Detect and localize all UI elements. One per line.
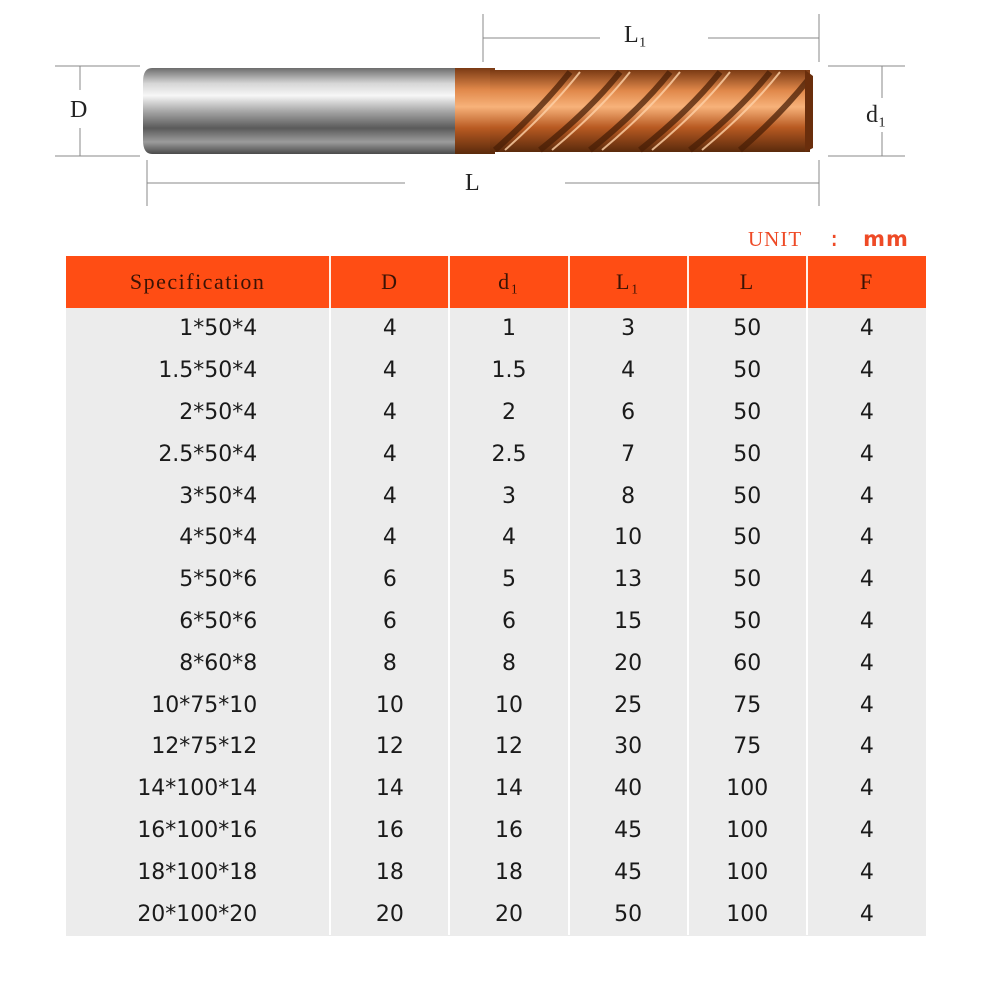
table-row	[66, 350, 926, 392]
cell-L: 50	[688, 392, 807, 434]
cell-D: 12	[330, 726, 449, 768]
cell-L1: 50	[569, 893, 688, 935]
header-D: D	[330, 256, 449, 308]
cell-specification: 2.5*50*4	[66, 433, 330, 475]
cell-specification: 6*50*6	[66, 601, 330, 643]
table-row	[66, 517, 926, 559]
cell-D: 4	[330, 475, 449, 517]
cell-D: 6	[330, 559, 449, 601]
label-L1: L₁	[624, 22, 648, 48]
cell-specification: 4*50*4	[66, 517, 330, 559]
cell-specification: 12*75*12	[66, 726, 330, 768]
cell-L1: 45	[569, 851, 688, 893]
table-row	[66, 559, 926, 601]
cell-d1: 1	[449, 308, 568, 350]
label-d1: d₁	[866, 102, 887, 128]
cell-L: 50	[688, 517, 807, 559]
header-F: F	[807, 256, 926, 308]
table-row	[66, 893, 926, 935]
cell-D: 4	[330, 350, 449, 392]
cell-specification: 18*100*18	[66, 851, 330, 893]
cell-F: 4	[859, 441, 874, 467]
cell-L1: 40	[569, 768, 688, 810]
dimension-d1	[828, 66, 905, 156]
table-row	[66, 642, 926, 684]
table-row	[66, 308, 926, 350]
unit-value: mm	[863, 227, 909, 251]
cell-D: 16	[330, 810, 449, 852]
cell-specification: 10*75*10	[66, 684, 330, 726]
cell-L1: 25	[569, 684, 688, 726]
cell-F: 4	[859, 483, 874, 509]
cell-L: 50	[688, 350, 807, 392]
cell-L: 60	[688, 642, 807, 684]
cell-d1: 1.5	[449, 350, 568, 392]
cell-d1: 4	[449, 517, 568, 559]
cell-F: 4	[859, 776, 874, 802]
cell-D: 4	[330, 308, 449, 350]
cell-L1: 13	[569, 559, 688, 601]
cell-specification: 2*50*4	[66, 392, 330, 434]
cell-F: 4	[859, 692, 874, 718]
table-header-row	[66, 256, 926, 308]
cell-d1: 18	[449, 851, 568, 893]
cell-L1: 45	[569, 810, 688, 852]
dimension-L1	[483, 14, 819, 62]
table-row	[66, 726, 926, 768]
cell-specification: 1*50*4	[66, 308, 330, 350]
cell-L: 50	[688, 559, 807, 601]
cell-F: 4	[859, 901, 874, 927]
cell-D: 20	[330, 893, 449, 935]
unit-separator: :	[827, 227, 842, 251]
unit-label	[748, 227, 909, 252]
spec-table	[66, 256, 926, 935]
cell-L: 50	[688, 601, 807, 643]
cell-L1: 6	[569, 392, 688, 434]
cell-D: 14	[330, 768, 449, 810]
table-row	[66, 392, 926, 434]
cell-specification: 8*60*8	[66, 642, 330, 684]
cell-D: 6	[330, 601, 449, 643]
table-row	[66, 810, 926, 852]
cell-D: 8	[330, 642, 449, 684]
end-mill-diagram	[0, 0, 1000, 220]
cell-F: 4	[859, 399, 874, 425]
cell-L1: 4	[569, 350, 688, 392]
header-specification: Specification	[66, 256, 330, 308]
cell-D: 4	[330, 433, 449, 475]
cell-L: 75	[688, 726, 807, 768]
cell-D: 18	[330, 851, 449, 893]
cell-specification: 14*100*14	[66, 768, 330, 810]
cell-L: 100	[688, 810, 807, 852]
table-row	[66, 768, 926, 810]
cell-d1: 6	[449, 601, 568, 643]
cell-F: 4	[859, 358, 874, 384]
tool-shank	[143, 68, 460, 154]
cell-specification: 16*100*16	[66, 810, 330, 852]
cell-d1: 16	[449, 810, 568, 852]
label-D: D	[70, 97, 88, 123]
cell-d1: 8	[449, 642, 568, 684]
dimension-L	[147, 160, 819, 206]
cell-L1: 10	[569, 517, 688, 559]
header-d1: d₁	[449, 256, 568, 308]
unit-word: UNIT	[748, 227, 803, 251]
cell-L: 50	[688, 475, 807, 517]
dimension-D	[55, 66, 140, 156]
cell-d1: 3	[449, 475, 568, 517]
cell-F: 4	[859, 817, 874, 843]
cell-specification: 3*50*4	[66, 475, 330, 517]
cell-d1: 20	[449, 893, 568, 935]
label-L: L	[465, 170, 480, 196]
cell-F: 4	[859, 525, 874, 551]
header-L: L	[688, 256, 807, 308]
cell-L1: 7	[569, 433, 688, 475]
table-row	[66, 601, 926, 643]
cell-F: 4	[859, 567, 874, 593]
cell-L1: 15	[569, 601, 688, 643]
cell-specification: 1.5*50*4	[66, 350, 330, 392]
cell-d1: 2.5	[449, 433, 568, 475]
tool-neck	[455, 68, 495, 154]
spec-table-container	[66, 256, 926, 936]
cell-L1: 30	[569, 726, 688, 768]
cell-L: 100	[688, 893, 807, 935]
cell-d1: 2	[449, 392, 568, 434]
cell-L1: 8	[569, 475, 688, 517]
cell-specification: 20*100*20	[66, 893, 330, 935]
table-row	[66, 475, 926, 517]
table-row	[66, 851, 926, 893]
table-row	[66, 684, 926, 726]
cell-d1: 14	[449, 768, 568, 810]
cell-F: 4	[859, 734, 874, 760]
cell-L: 100	[688, 851, 807, 893]
cell-L1: 3	[569, 308, 688, 350]
cell-F: 4	[859, 650, 874, 676]
cell-D: 4	[330, 517, 449, 559]
cell-L: 100	[688, 768, 807, 810]
cell-D: 10	[330, 684, 449, 726]
cell-F: 4	[859, 316, 874, 342]
cell-F: 4	[859, 608, 874, 634]
cell-L: 50	[688, 433, 807, 475]
table-row	[66, 433, 926, 475]
header-L1: L₁	[569, 256, 688, 308]
cell-L: 75	[688, 684, 807, 726]
cell-d1: 10	[449, 684, 568, 726]
cell-L1: 20	[569, 642, 688, 684]
cell-F: 4	[859, 859, 874, 885]
cell-d1: 12	[449, 726, 568, 768]
cell-L: 50	[688, 308, 807, 350]
cell-specification: 5*50*6	[66, 559, 330, 601]
cell-D: 4	[330, 392, 449, 434]
cell-d1: 5	[449, 559, 568, 601]
tool-tip	[805, 70, 813, 152]
